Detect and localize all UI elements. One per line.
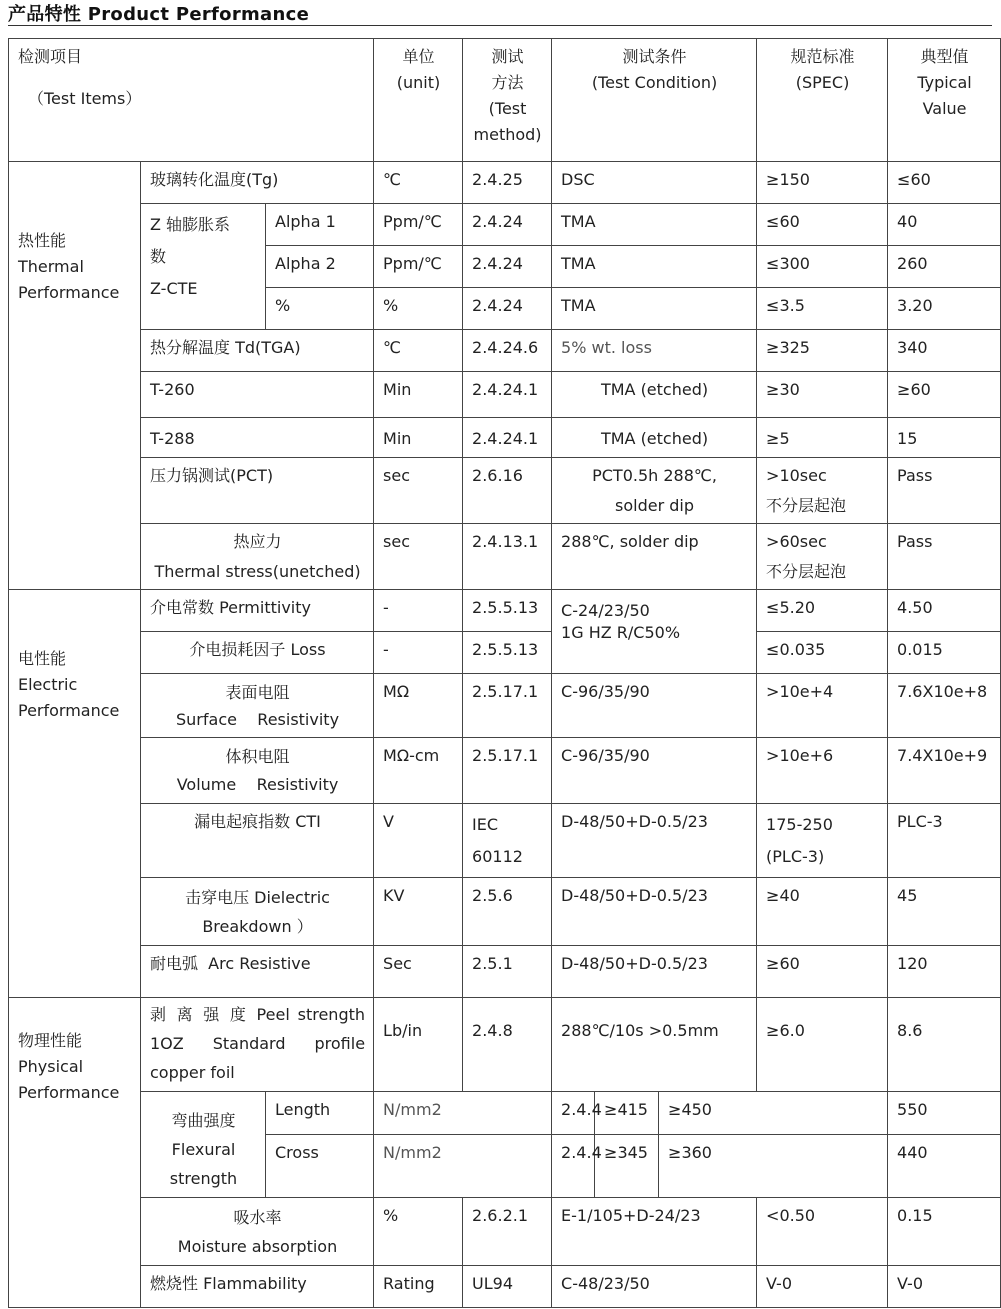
table-row [9,418,1001,458]
item-breakdown: 击穿电压 Dielectric Breakdown ） [141,878,374,946]
typical-cell: 550 [888,1092,1001,1135]
item-loss: 介电损耗因子 Loss [141,632,374,674]
item-cti: 漏电起痕指数 CTI [141,804,374,878]
condition-cell: TMA (etched) [552,372,757,418]
header-unit: 单位 (unit) [374,39,463,162]
title-divider [8,25,992,26]
table-row [9,204,1001,246]
spec-cell: >10e+4 [757,674,888,738]
spec-cell: V-0 [757,1266,888,1308]
method-cell: 2.5.1 [463,946,552,998]
condition-cell: PCT0.5h 288℃, solder dip [552,458,757,524]
method-cell: 2.6.2.1 [463,1198,552,1266]
spec-cell: ≥60 [757,946,888,998]
condition-cell: D-48/50+D-0.5/23 [552,878,757,946]
condition-cell: C-96/35/90 [552,738,757,804]
typical-cell: 3.20 [888,288,1001,330]
unit-cell: Ppm/℃ [374,246,463,288]
typical-cell: Pass [888,458,1001,524]
method-cell: 2.4.24 [463,204,552,246]
table-row [9,1198,1001,1266]
spec-cell: 175-250 (PLC-3) [757,804,888,878]
unit-cell: V [374,804,463,878]
subitem-alpha2: Alpha 2 [266,246,374,288]
item-arc: 耐电弧 Arc Resistive [141,946,374,998]
unit-cell: Sec [374,946,463,998]
table-row [9,458,1001,524]
item-flammability: 燃烧性 Flammability [141,1266,374,1308]
category-thermal: 热性能 Thermal Performance [9,162,141,590]
item-td: 热分解温度 Td(TGA) [141,330,374,372]
table-row [9,162,1001,204]
method-cell: 2.5.5.13 [463,632,552,674]
typical-cell: V-0 [888,1266,1001,1308]
table-row [9,1092,1001,1135]
spec-cell: ≥360 [659,1134,888,1197]
spec-cell: ≥6.0 [757,998,888,1092]
unit-cell: N/mm2 [374,1134,552,1197]
unit-cell: ℃ [374,162,463,204]
typical-cell: PLC-3 [888,804,1001,878]
item-pct: 压力锅测试(PCT) [141,458,374,524]
header-method: 测试 方法 (Test method) [463,39,552,162]
subitem-cross: Cross [266,1134,374,1197]
condition-cell: DSC [552,162,757,204]
item-moisture-absorption: 吸水率 Moisture absorption [141,1198,374,1266]
table-row [9,524,1001,590]
method-cell: 2.4.25 [463,162,552,204]
spec-cell: ≥30 [757,372,888,418]
method-cell: 2.5.17.1 [463,674,552,738]
header-test-items: 检测项目 （Test Items） [9,39,374,162]
unit-cell: - [374,632,463,674]
method-cell: 2.4.24.1 [463,418,552,458]
page-title: 产品特性 Product Performance [8,4,310,25]
spec-cell: ≥150 [757,162,888,204]
unit-cell: MΩ-cm [374,738,463,804]
spec-cell: <0.50 [757,1198,888,1266]
spec-cell: ≤300 [757,246,888,288]
table-row [9,372,1001,418]
table-row [9,946,1001,998]
unit-cell: - [374,590,463,632]
item-surface-resistivity: 表面电阻 Surface Resistivity [141,674,374,738]
condition-cell: C-24/23/50 1G HZ R/C50% [552,590,757,674]
subitem-alpha1: Alpha 1 [266,204,374,246]
typical-cell: 4.50 [888,590,1001,632]
spec-cell: ≤60 [757,204,888,246]
typical-cell: 340 [888,330,1001,372]
spec-cell: >10e+6 [757,738,888,804]
spec-cell: ≤5.20 [757,590,888,632]
unit-cell: % [374,288,463,330]
method-cell: 2.6.16 [463,458,552,524]
item-flexural-strength: 弯曲强度 Flexural strength [141,1092,266,1198]
unit-cell: Lb/in [374,998,463,1092]
unit-cell: Rating [374,1266,463,1308]
item-volume-resistivity: 体积电阻 Volume Resistivity [141,738,374,804]
condition-cell: TMA [552,288,757,330]
condition-cell: ≥345 [595,1134,659,1197]
item-t288: T-288 [141,418,374,458]
typical-cell: 440 [888,1134,1001,1197]
spec-cell: ≥450 [659,1092,888,1135]
table-row [9,674,1001,738]
unit-cell: Min [374,418,463,458]
condition-cell: D-48/50+D-0.5/23 [552,804,757,878]
typical-cell: 7.4X10e+9 [888,738,1001,804]
typical-cell: Pass [888,524,1001,590]
condition-cell: C-48/23/50 [552,1266,757,1308]
category-physical: 物理性能 Physical Performance [9,998,141,1308]
method-cell: 2.4.8 [463,998,552,1092]
table-row [9,590,1001,632]
unit-cell: Ppm/℃ [374,204,463,246]
method-cell: 2.4.4 [552,1092,595,1135]
typical-cell: 15 [888,418,1001,458]
condition-cell: C-96/35/90 [552,674,757,738]
spec-cell: ≥5 [757,418,888,458]
item-z-cte: Z 轴膨胀系 数 Z-CTE [141,204,266,330]
item-permittivity: 介电常数 Permittivity [141,590,374,632]
method-cell: 2.4.13.1 [463,524,552,590]
unit-cell: N/mm2 [374,1092,552,1135]
subitem-percent: % [266,288,374,330]
item-t260: T-260 [141,372,374,418]
method-cell: UL94 [463,1266,552,1308]
method-cell: 2.4.24 [463,246,552,288]
method-cell: IEC 60112 [463,804,552,878]
condition-cell: TMA (etched) [552,418,757,458]
spec-cell: ≥325 [757,330,888,372]
subitem-length: Length [266,1092,374,1135]
typical-cell: 0.015 [888,632,1001,674]
typical-cell: 120 [888,946,1001,998]
method-cell: 2.4.24 [463,288,552,330]
unit-cell: KV [374,878,463,946]
unit-cell: MΩ [374,674,463,738]
typical-cell: 260 [888,246,1001,288]
typical-cell: 8.6 [888,998,1001,1092]
item-tg: 玻璃转化温度(Tg) [141,162,374,204]
method-cell: 2.4.4 [552,1134,595,1197]
typical-cell: 7.6X10e+8 [888,674,1001,738]
unit-cell: sec [374,458,463,524]
header-typical: 典型值 Typical Value [888,39,1001,162]
table-row [9,738,1001,804]
typical-cell: 0.15 [888,1198,1001,1266]
spec-cell: >60sec 不分层起泡 [757,524,888,590]
method-cell: 2.5.5.13 [463,590,552,632]
method-cell: 2.4.24.6 [463,330,552,372]
unit-cell: % [374,1198,463,1266]
spec-cell: ≤3.5 [757,288,888,330]
product-performance-table [8,38,1001,1308]
category-electric: 电性能 Electric Performance [9,590,141,998]
condition-cell: ≥415 [595,1092,659,1135]
unit-cell: sec [374,524,463,590]
spec-cell: ≥40 [757,878,888,946]
spec-cell: >10sec 不分层起泡 [757,458,888,524]
table-row [9,998,1001,1092]
header-spec: 规范标准 (SPEC) [757,39,888,162]
unit-cell: ℃ [374,330,463,372]
condition-cell: 5% wt. loss [552,330,757,372]
unit-cell: Min [374,372,463,418]
condition-cell: TMA [552,246,757,288]
method-cell: 2.4.24.1 [463,372,552,418]
typical-cell: ≤60 [888,162,1001,204]
condition-cell: 288℃, solder dip [552,524,757,590]
typical-cell: 40 [888,204,1001,246]
typical-cell: ≥60 [888,372,1001,418]
condition-cell: TMA [552,204,757,246]
method-cell: 2.5.17.1 [463,738,552,804]
spec-cell: ≤0.035 [757,632,888,674]
typical-cell: 45 [888,878,1001,946]
table-row [9,804,1001,878]
header-row [9,39,1001,162]
table-row [9,330,1001,372]
condition-cell: D-48/50+D-0.5/23 [552,946,757,998]
condition-cell: 288℃/10s >0.5mm [552,998,757,1092]
header-condition: 测试条件 (Test Condition) [552,39,757,162]
table-row [9,1266,1001,1308]
method-cell: 2.5.6 [463,878,552,946]
item-peel-strength: 剥 离 强 度 Peel strength 1OZ Standard profile copper foil [141,998,374,1092]
table-row [9,878,1001,946]
condition-cell: E-1/105+D-24/23 [552,1198,757,1266]
table-row [9,632,1001,674]
item-thermal-stress: 热应力 Thermal stress(unetched) [141,524,374,590]
